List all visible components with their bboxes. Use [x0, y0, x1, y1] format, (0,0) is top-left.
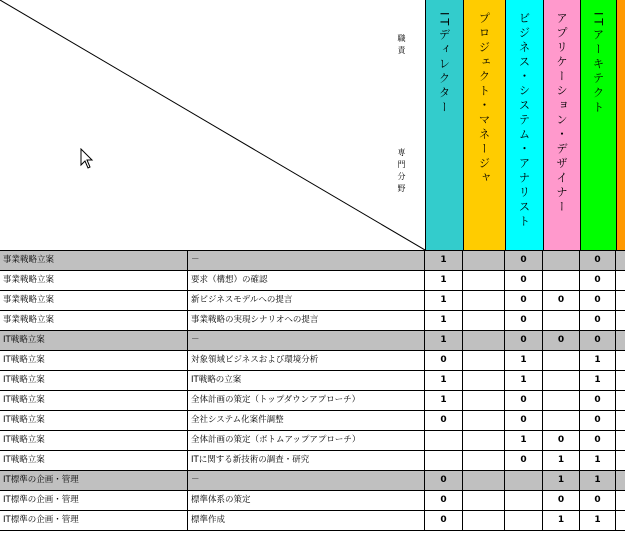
- cell-task[interactable]: －: [188, 471, 425, 491]
- cell-area[interactable]: IT戦略立案: [0, 431, 188, 451]
- cell-area[interactable]: 事業戦略立案: [0, 271, 188, 291]
- table-group-row: [0, 251, 625, 271]
- cell-score[interactable]: [463, 351, 505, 371]
- cell-score[interactable]: [463, 431, 505, 451]
- cell-score[interactable]: [616, 371, 625, 391]
- cell-score[interactable]: 1: [425, 331, 463, 351]
- cell-score[interactable]: [616, 411, 625, 431]
- column-header-it-director[interactable]: [425, 0, 463, 250]
- column-header-label: ビジネス・システム・アナリスト: [517, 12, 532, 230]
- column-header-label: プロジェクト・マネージャ: [477, 12, 492, 186]
- cell-score[interactable]: 0: [580, 391, 616, 411]
- cell-score[interactable]: 1: [505, 371, 543, 391]
- cell-score[interactable]: 1: [543, 511, 580, 531]
- cell-score[interactable]: [463, 511, 505, 531]
- cell-score[interactable]: 0: [543, 331, 580, 351]
- cell-score[interactable]: [616, 291, 625, 311]
- cell-score[interactable]: 1: [505, 351, 543, 371]
- cell-score[interactable]: [463, 251, 505, 271]
- cell-score[interactable]: [616, 491, 625, 511]
- cell-area[interactable]: IT戦略立案: [0, 331, 188, 351]
- column-header-label: アプリケーション・デザイナー: [555, 12, 569, 215]
- cell-score[interactable]: 0: [505, 391, 543, 411]
- cell-area[interactable]: 事業戦略立案: [0, 311, 188, 331]
- cell-score[interactable]: 1: [425, 291, 463, 311]
- cell-score[interactable]: 0: [580, 271, 616, 291]
- cell-score[interactable]: 0: [425, 511, 463, 531]
- cell-score[interactable]: 0: [425, 411, 463, 431]
- cell-score[interactable]: [463, 411, 505, 431]
- cell-score[interactable]: 0: [580, 411, 616, 431]
- cell-score[interactable]: [463, 311, 505, 331]
- table-row: [0, 511, 625, 531]
- cell-area[interactable]: 事業戦略立案: [0, 251, 188, 271]
- table-row: [0, 411, 625, 431]
- cell-score[interactable]: [543, 411, 580, 431]
- cell-task[interactable]: －: [188, 331, 425, 351]
- label-responsibility: 職責: [397, 34, 406, 58]
- cell-score[interactable]: [463, 491, 505, 511]
- table-row: [0, 271, 625, 291]
- cell-score[interactable]: [616, 251, 625, 271]
- cell-area[interactable]: 事業戦略立案: [0, 291, 188, 311]
- cell-task[interactable]: 要求（構想）の確認: [188, 271, 425, 291]
- cell-score[interactable]: 0: [580, 491, 616, 511]
- cell-score[interactable]: 0: [580, 291, 616, 311]
- cell-score[interactable]: 0: [505, 311, 543, 331]
- cell-score[interactable]: 1: [425, 391, 463, 411]
- cell-score[interactable]: 1: [505, 431, 543, 451]
- cell-score[interactable]: [463, 371, 505, 391]
- cell-score[interactable]: [543, 351, 580, 371]
- cell-score[interactable]: 0: [505, 271, 543, 291]
- cell-task[interactable]: 全体計画の策定（ボトムアップアプローチ）: [188, 431, 425, 451]
- cell-score[interactable]: 0: [580, 431, 616, 451]
- cell-score[interactable]: 1: [425, 271, 463, 291]
- cell-score[interactable]: [463, 471, 505, 491]
- table-row: [0, 451, 625, 471]
- cell-score[interactable]: 0: [543, 291, 580, 311]
- column-header-label: ITディレクター: [437, 12, 452, 116]
- cell-score[interactable]: [505, 511, 543, 531]
- cell-area[interactable]: IT戦略立案: [0, 451, 188, 471]
- cell-score[interactable]: [616, 331, 625, 351]
- cell-score[interactable]: 0: [580, 311, 616, 331]
- cell-score[interactable]: 0: [505, 291, 543, 311]
- cell-task[interactable]: 事業戦略の実現シナリオへの提言: [188, 311, 425, 331]
- cell-score[interactable]: 0: [425, 491, 463, 511]
- cell-score[interactable]: 1: [543, 451, 580, 471]
- cell-score[interactable]: 0: [580, 331, 616, 351]
- cell-score[interactable]: [425, 431, 463, 451]
- cell-score[interactable]: 1: [425, 371, 463, 391]
- cell-score[interactable]: 1: [425, 311, 463, 331]
- cell-score[interactable]: [463, 451, 505, 471]
- column-header-project-manager[interactable]: [463, 0, 505, 250]
- cell-score[interactable]: 1: [580, 511, 616, 531]
- cell-score[interactable]: [505, 491, 543, 511]
- cell-score[interactable]: 0: [505, 251, 543, 271]
- cell-score[interactable]: 1: [580, 351, 616, 371]
- cell-score[interactable]: [463, 391, 505, 411]
- cell-score[interactable]: [543, 371, 580, 391]
- table-row: [0, 491, 625, 511]
- mouse-cursor-icon: [80, 148, 94, 170]
- cell-task[interactable]: 対象領域ビジネスおよび環境分析: [188, 351, 425, 371]
- table-row: [0, 311, 625, 331]
- table-row: [0, 351, 625, 371]
- cell-area[interactable]: IT標準の企画・管理: [0, 511, 188, 531]
- cell-score[interactable]: [425, 451, 463, 471]
- cell-task[interactable]: 全社システム化案件調整: [188, 411, 425, 431]
- table-row: [0, 391, 625, 411]
- cell-score[interactable]: 1: [580, 371, 616, 391]
- label-specialty: 専門分野: [397, 148, 406, 196]
- cell-score[interactable]: 0: [505, 331, 543, 351]
- cell-score[interactable]: 1: [543, 471, 580, 491]
- cell-score[interactable]: 0: [425, 471, 463, 491]
- cell-score[interactable]: [463, 331, 505, 351]
- column-header-business-system-analyst[interactable]: [505, 0, 543, 250]
- cell-score[interactable]: 1: [580, 471, 616, 491]
- table-group-row: [0, 331, 625, 351]
- cell-task[interactable]: ITに関する新技術の調査・研究: [188, 451, 425, 471]
- cell-score[interactable]: 0: [425, 351, 463, 371]
- cell-area[interactable]: IT戦略立案: [0, 351, 188, 371]
- cell-score[interactable]: [505, 471, 543, 491]
- cell-score[interactable]: [543, 311, 580, 331]
- table-row: [0, 371, 625, 391]
- cell-score[interactable]: [616, 451, 625, 471]
- cell-score[interactable]: [616, 391, 625, 411]
- diagonal-line: [0, 0, 425, 250]
- column-header-it-architect[interactable]: [580, 0, 616, 250]
- cell-area[interactable]: IT戦略立案: [0, 391, 188, 411]
- cell-score[interactable]: 0: [505, 451, 543, 471]
- cell-task[interactable]: 全体計画の策定（トップダウンアプローチ）: [188, 391, 425, 411]
- column-header-label: ITアーキテクト: [591, 12, 606, 116]
- cell-score[interactable]: [616, 511, 625, 531]
- cell-score[interactable]: [463, 271, 505, 291]
- cell-score[interactable]: 1: [425, 251, 463, 271]
- cell-task[interactable]: 新ビジネスモデルへの提言: [188, 291, 425, 311]
- cell-score[interactable]: 1: [580, 451, 616, 471]
- cell-score[interactable]: [543, 391, 580, 411]
- column-header-next[interactable]: [616, 0, 625, 250]
- cell-score[interactable]: [543, 251, 580, 271]
- cell-score[interactable]: 0: [505, 411, 543, 431]
- column-header-application-designer[interactable]: [543, 0, 580, 250]
- cell-score[interactable]: [463, 291, 505, 311]
- cell-score[interactable]: [616, 431, 625, 451]
- cell-task[interactable]: 標準作成: [188, 511, 425, 531]
- table-row: [0, 291, 625, 311]
- cell-score[interactable]: [616, 271, 625, 291]
- cell-task[interactable]: IT戦略の立案: [188, 371, 425, 391]
- table-row: [0, 431, 625, 451]
- cell-score[interactable]: [616, 351, 625, 371]
- cell-score[interactable]: 0: [580, 251, 616, 271]
- cell-task[interactable]: 標準体系の策定: [188, 491, 425, 511]
- cell-task[interactable]: －: [188, 251, 425, 271]
- cell-area[interactable]: IT戦略立案: [0, 411, 188, 431]
- cell-score[interactable]: [616, 471, 625, 491]
- header-corner: [0, 0, 425, 250]
- cell-area[interactable]: IT標準の企画・管理: [0, 491, 188, 511]
- cell-score[interactable]: 0: [543, 431, 580, 451]
- cell-area[interactable]: IT戦略立案: [0, 371, 188, 391]
- cell-score[interactable]: [543, 271, 580, 291]
- cell-area[interactable]: IT標準の企画・管理: [0, 471, 188, 491]
- cell-score[interactable]: [616, 311, 625, 331]
- cell-score[interactable]: 0: [543, 491, 580, 511]
- table-group-row: [0, 471, 625, 491]
